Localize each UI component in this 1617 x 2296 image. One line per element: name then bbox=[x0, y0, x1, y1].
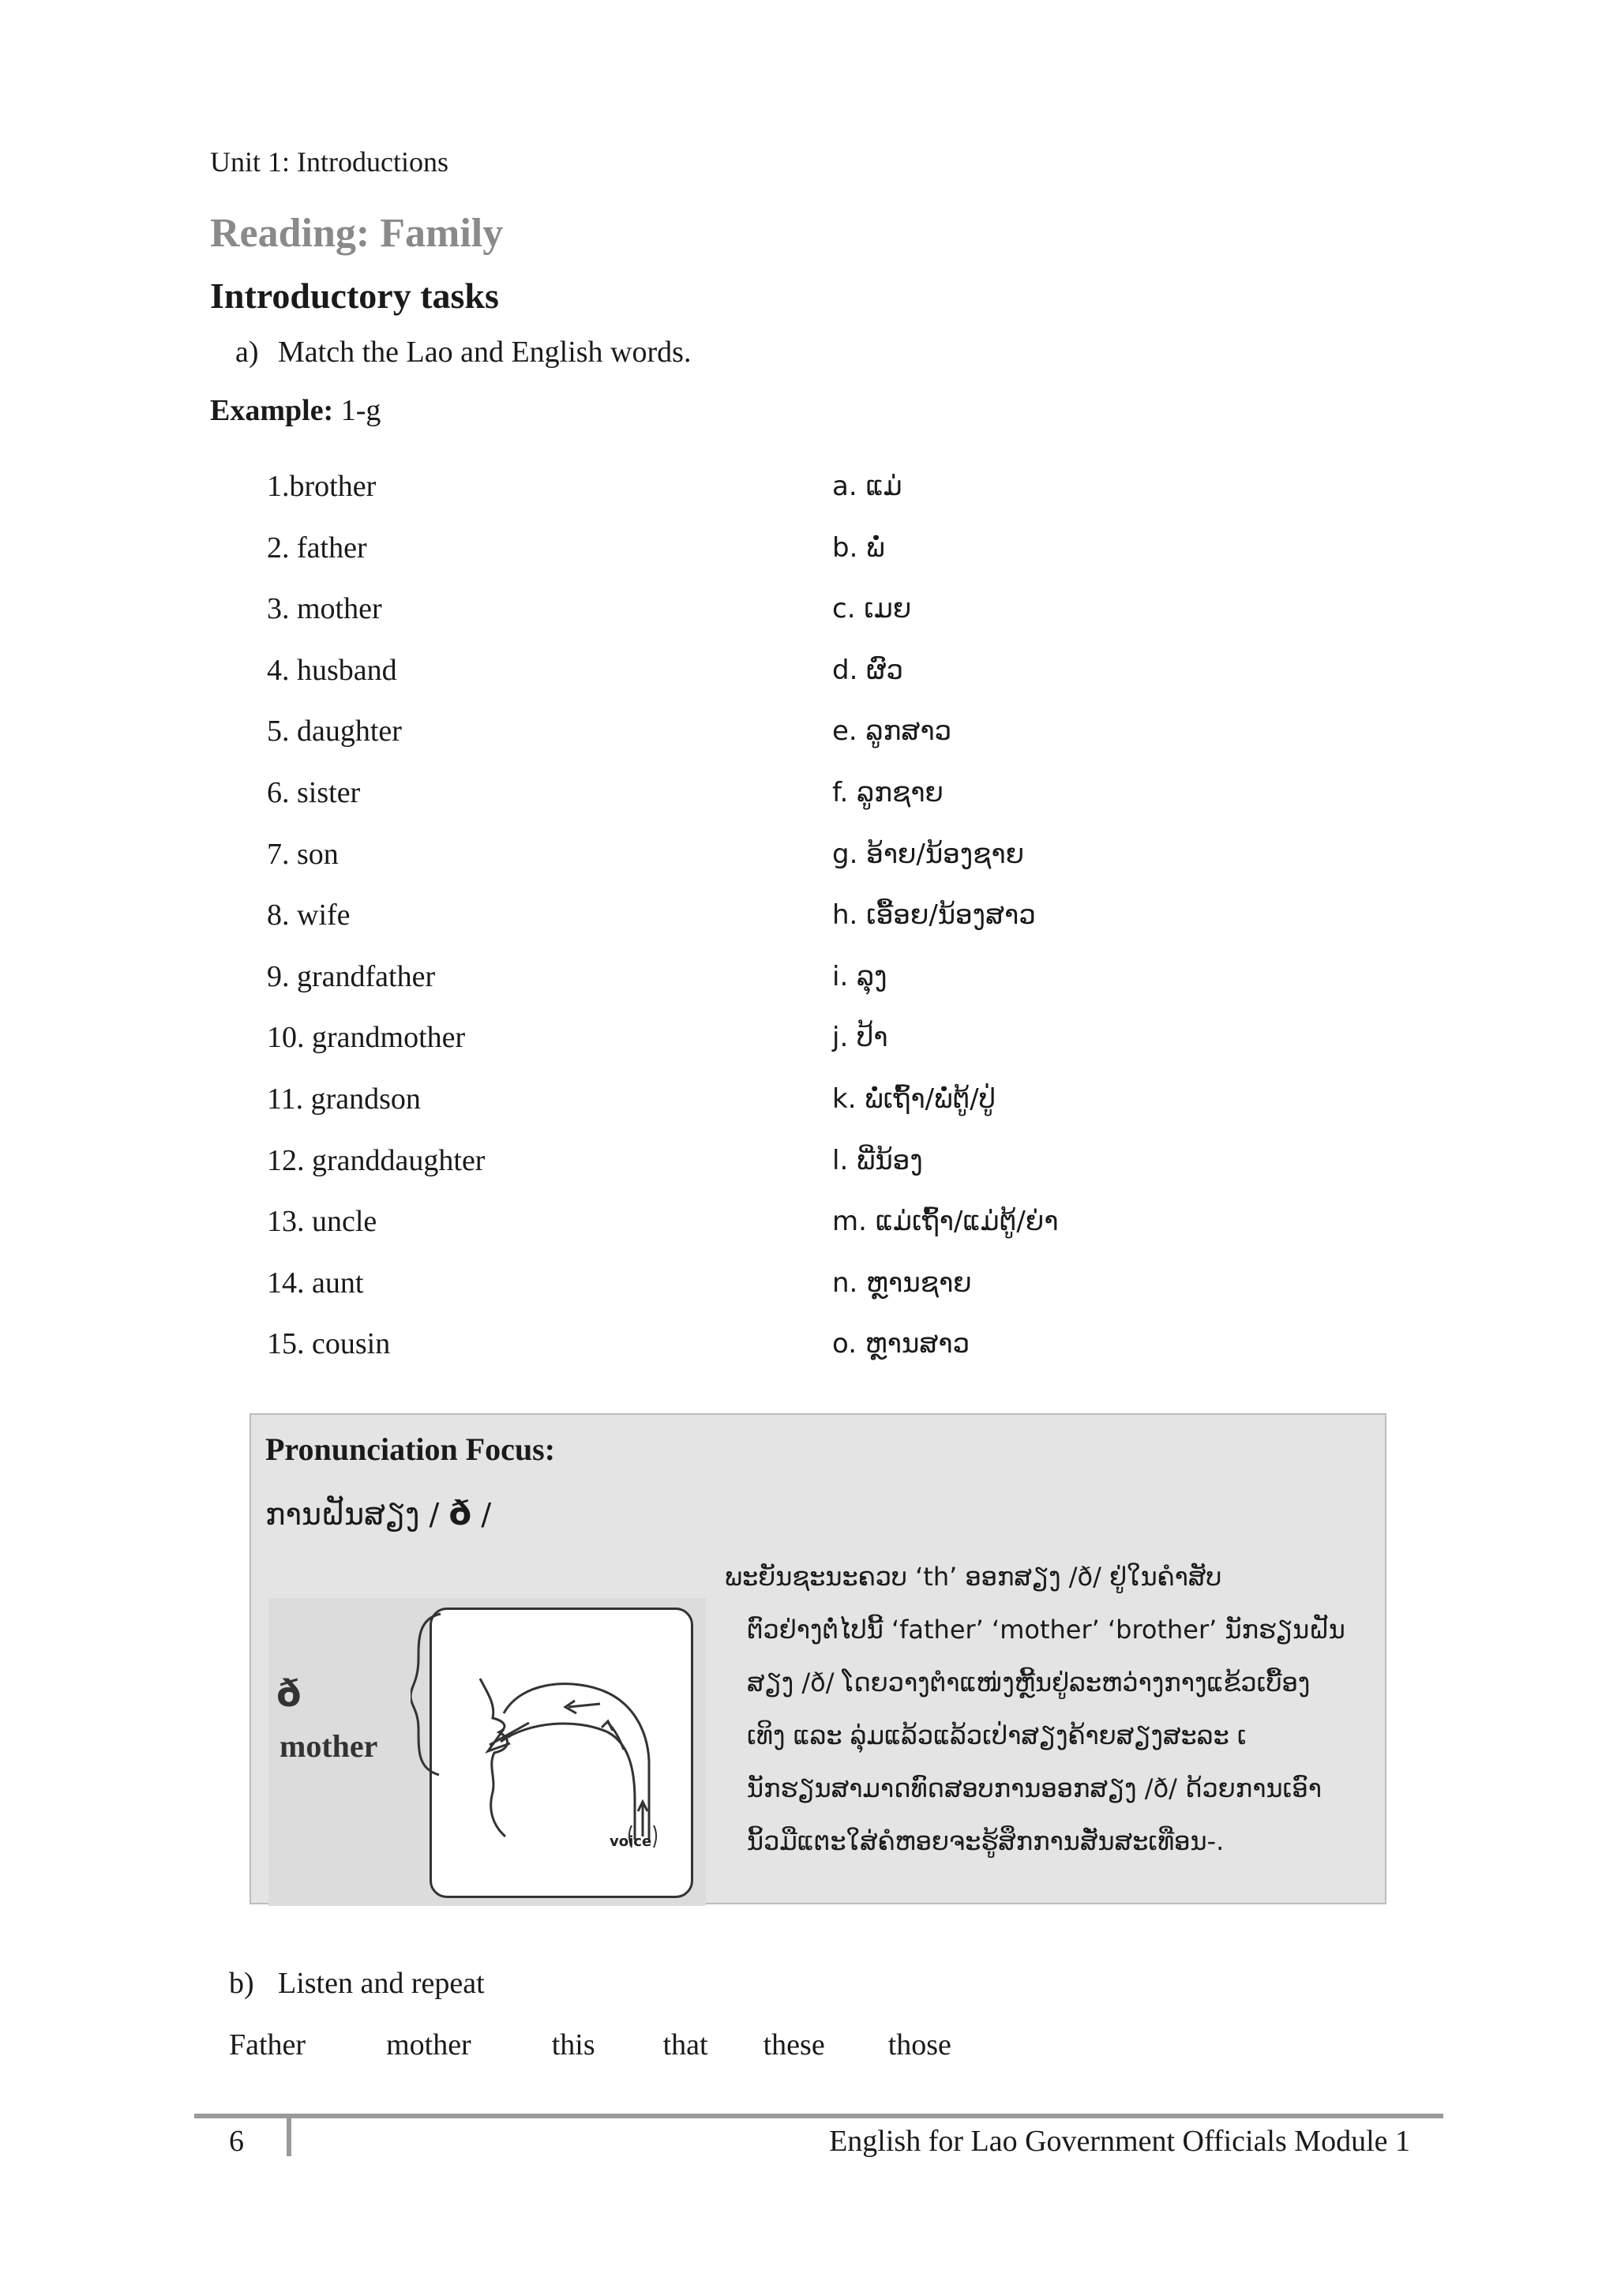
repeat-word: these bbox=[763, 2028, 825, 2062]
english-word: 4. husband bbox=[267, 653, 397, 687]
english-word: 8. wife bbox=[267, 899, 351, 932]
explanation-line: ນິ້ວມືແຕະໃສ່ຄໍຫອຍຈະຮູ້ສຶກການສັ່ນສະເທືອນ-. bbox=[747, 1826, 1225, 1856]
repeat-word-list bbox=[229, 2028, 951, 2062]
matching-word-list bbox=[267, 466, 1372, 1385]
lao-word: f. ລູກຊາຍ bbox=[832, 776, 944, 808]
english-word: 5. daughter bbox=[267, 715, 402, 748]
mouth-cross-section-drawing bbox=[411, 1603, 703, 1903]
english-word: 1.brother bbox=[267, 470, 377, 503]
task-b-text: Listen and repeat bbox=[278, 1967, 485, 2000]
page-number: 6 bbox=[229, 2125, 244, 2158]
lao-word: b. ພໍ່ bbox=[832, 531, 885, 564]
english-word: 12. granddaughter bbox=[267, 1143, 486, 1177]
lao-word: c. ເມຍ bbox=[832, 593, 912, 625]
task-b-instruction bbox=[229, 1966, 485, 2001]
footer-divider bbox=[287, 2118, 291, 2156]
lao-word: n. ຫຼານຊາຍ bbox=[832, 1266, 972, 1299]
repeat-word: Father bbox=[229, 2028, 306, 2062]
pronunciation-title: Pronunciation Focus: bbox=[265, 1431, 556, 1467]
english-word: 9. grandfather bbox=[267, 959, 436, 993]
example-label: Example: bbox=[210, 394, 334, 427]
figure-symbol: ð bbox=[276, 1672, 302, 1715]
english-word: 2. father bbox=[267, 531, 367, 565]
example-line bbox=[210, 393, 381, 428]
lao-word: m. ແມ່ເຖົ້າ/ແມ່ຕູ້/ຍ່າ bbox=[832, 1206, 1059, 1238]
word-pair-row bbox=[267, 1017, 1372, 1079]
word-pair-row bbox=[267, 1262, 1372, 1324]
lao-word: l. ພີ່ນ້ອງ bbox=[832, 1144, 923, 1176]
pronunciation-subtitle bbox=[265, 1494, 491, 1533]
phonetic-symbol: ð bbox=[448, 1494, 472, 1533]
repeat-word: mother bbox=[386, 2028, 471, 2062]
explanation-line: ພະຍັນຊະນະຄວບ ‘th’ ອອກສຽງ /ð/ ຢູ່ໃນຄຳສັບ bbox=[725, 1562, 1222, 1592]
word-pair-row bbox=[267, 588, 1372, 650]
english-word: 15. cousin bbox=[267, 1327, 391, 1361]
word-pair-row bbox=[267, 650, 1372, 711]
task-a-marker: a) bbox=[235, 336, 259, 369]
section-title: Reading: Family bbox=[210, 211, 504, 256]
word-pair-row bbox=[267, 895, 1372, 956]
english-word: 13. uncle bbox=[267, 1205, 377, 1239]
lao-word: a. ແມ່ bbox=[832, 471, 902, 502]
lao-word: o. ຫຼານສາວ bbox=[832, 1328, 970, 1360]
word-pair-row bbox=[267, 956, 1372, 1018]
footer-rule bbox=[194, 2114, 1443, 2118]
english-word: 10. grandmother bbox=[267, 1021, 466, 1055]
pronunciation-subtitle-end: / bbox=[481, 1497, 492, 1532]
repeat-word: this bbox=[551, 2028, 595, 2062]
task-a-text: Match the Lao and English words. bbox=[278, 336, 692, 369]
explanation-line: ເທິງ ແລະ ລຸ່ມແລ້ວແລ້ວເປ່າສຽງຄ້າຍສຽງສະລະ ເ bbox=[747, 1720, 1247, 1750]
repeat-word: those bbox=[887, 2028, 951, 2062]
repeat-word: that bbox=[662, 2028, 708, 2062]
word-pair-row bbox=[267, 711, 1372, 772]
pronunciation-explanation bbox=[725, 1551, 1356, 1868]
english-word: 6. sister bbox=[267, 775, 361, 809]
footer-title: English for Lao Government Officials Module 1 bbox=[829, 2125, 1410, 2158]
figure-word: mother bbox=[280, 1728, 378, 1764]
explanation-line: ນັກຮຽນສາມາດທົດສອບການອອກສຽງ /ð/ ດ້ວຍການເອົາ bbox=[747, 1773, 1322, 1803]
english-word: 14. aunt bbox=[267, 1266, 364, 1300]
lao-word: g. ອ້າຍ/ນ້ອງຊາຍ bbox=[832, 838, 1025, 870]
word-pair-row bbox=[267, 1201, 1372, 1262]
unit-header: Unit 1: Introductions bbox=[210, 146, 448, 178]
task-b-marker: b) bbox=[229, 1967, 254, 2000]
explanation-line: ຕົວຢ່າງຕໍ່ໄປນີ້ ‘father’ ‘mother’ ‘brother’ ນັກຮຽນຝັນ bbox=[747, 1615, 1345, 1645]
english-word: 3. mother bbox=[267, 592, 382, 626]
word-pair-row bbox=[267, 1140, 1372, 1202]
task-a-instruction bbox=[235, 335, 691, 370]
lao-word: d. ຜົວ bbox=[832, 654, 904, 686]
word-pair-row bbox=[267, 834, 1372, 895]
example-value: 1-g bbox=[340, 394, 381, 427]
lao-word: i. ລຸງ bbox=[832, 960, 887, 992]
word-pair-row bbox=[267, 466, 1372, 527]
pronunciation-subtitle-lao: ການຝັນສຽງ / bbox=[265, 1497, 440, 1532]
lao-word: e. ລູກສາວ bbox=[832, 715, 952, 748]
english-word: 11. grandson bbox=[267, 1082, 421, 1116]
english-word: 7. son bbox=[267, 837, 339, 871]
tasks-heading: Introductory tasks bbox=[210, 276, 499, 316]
word-pair-row bbox=[267, 1323, 1372, 1385]
lao-word: h. ເອື້ອຍ/ນ້ອງສາວ bbox=[832, 899, 1036, 932]
explanation-line: ສຽງ /ð/ ໂດຍວາງຕຳແໜ່ງຫຼີ້ນຢູ່ລະຫວ່າງກາງແຂ້ວເບື້ອງ bbox=[747, 1668, 1311, 1698]
lao-word: j. ປ້າ bbox=[832, 1022, 888, 1054]
word-pair-row bbox=[267, 527, 1372, 589]
voice-label: voice bbox=[610, 1833, 652, 1850]
word-pair-row bbox=[267, 1079, 1372, 1140]
lao-word: k. ພໍ່ເຖົ້າ/ພໍ່ຕູ້/ປູ່ bbox=[832, 1082, 996, 1115]
word-pair-row bbox=[267, 772, 1372, 834]
